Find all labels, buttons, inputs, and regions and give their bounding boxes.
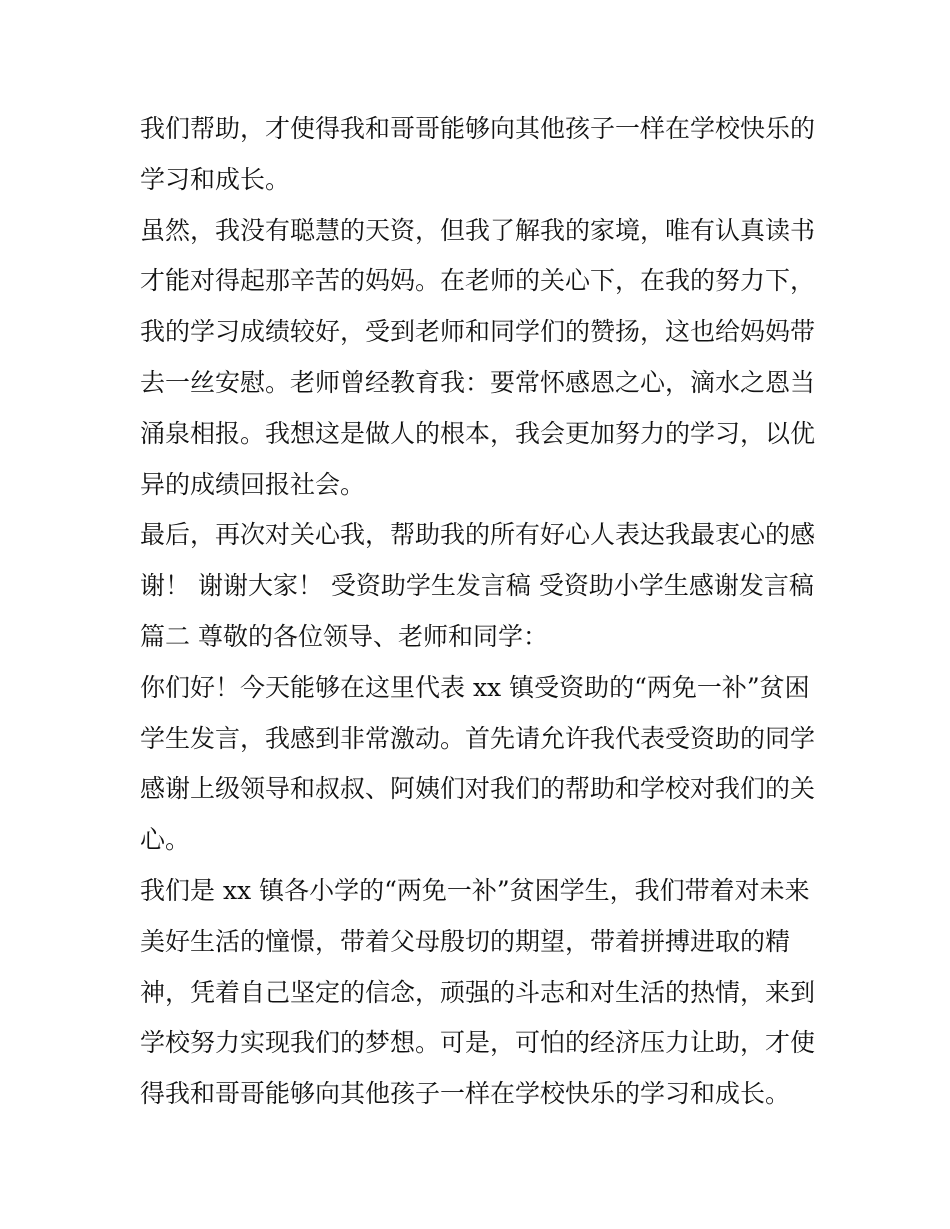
text-line: 你们好！今天能够在这里代表 xx 镇受资助的“两免一补”贫困 [140, 672, 810, 702]
text-line: 学习和成长。 [140, 164, 291, 194]
text-line: 谢！ 谢谢大家！ 受资助学生发言稿 受资助小学生感谢发言稿 [140, 571, 814, 601]
text-line: 心。 [140, 825, 191, 855]
text-line: 学生发言，我感到非常激动。首先请允许我代表受资助的同学 [140, 723, 816, 753]
document-body [140, 104, 820, 1120]
text-line: 才能对得起那辛苦的妈妈。在老师的关心下，在我的努力下， [140, 266, 816, 296]
text-line: 我们是 xx 镇各小学的“两免一补”贫困学生，我们带着对未来 [140, 875, 810, 905]
text-line: 篇二 尊敬的各位领导、老师和同学： [140, 621, 548, 651]
text-line: 学校努力实现我们的梦想。可是，可怕的经济压力让助，才使 [140, 1028, 816, 1058]
text-line: 最后，再次对关心我，帮助我的所有好心人表达我最衷心的感 [140, 520, 816, 550]
text-line: 涌泉相报。我想这是做人的根本，我会更加努力的学习，以优 [140, 418, 816, 448]
text-line: 异的成绩回报社会。 [140, 469, 366, 499]
text-line: 虽然，我没有聪慧的天资，但我了解我的家境，唯有认真读书 [140, 215, 816, 245]
text-line: 感谢上级领导和叔叔、阿姨们对我们的帮助和学校对我们的关 [140, 774, 816, 804]
text-line: 美好生活的憧憬，带着父母殷切的期望，带着拼搏进取的精 [140, 926, 791, 956]
text-line: 去一丝安慰。老师曾经教育我：要常怀感恩之心，滴水之恩当 [140, 367, 816, 397]
text-line: 神，凭着自己坚定的信念，顽强的斗志和对生活的热情，来到 [140, 977, 816, 1007]
text-line: 得我和哥哥能够向其他孩子一样在学校快乐的学习和成长。 [140, 1079, 791, 1109]
text-line: 我的学习成绩较好，受到老师和同学们的赞扬，这也给妈妈带 [140, 317, 816, 347]
text-line: 我们帮助，才使得我和哥哥能够向其他孩子一样在学校快乐的 [140, 114, 816, 143]
